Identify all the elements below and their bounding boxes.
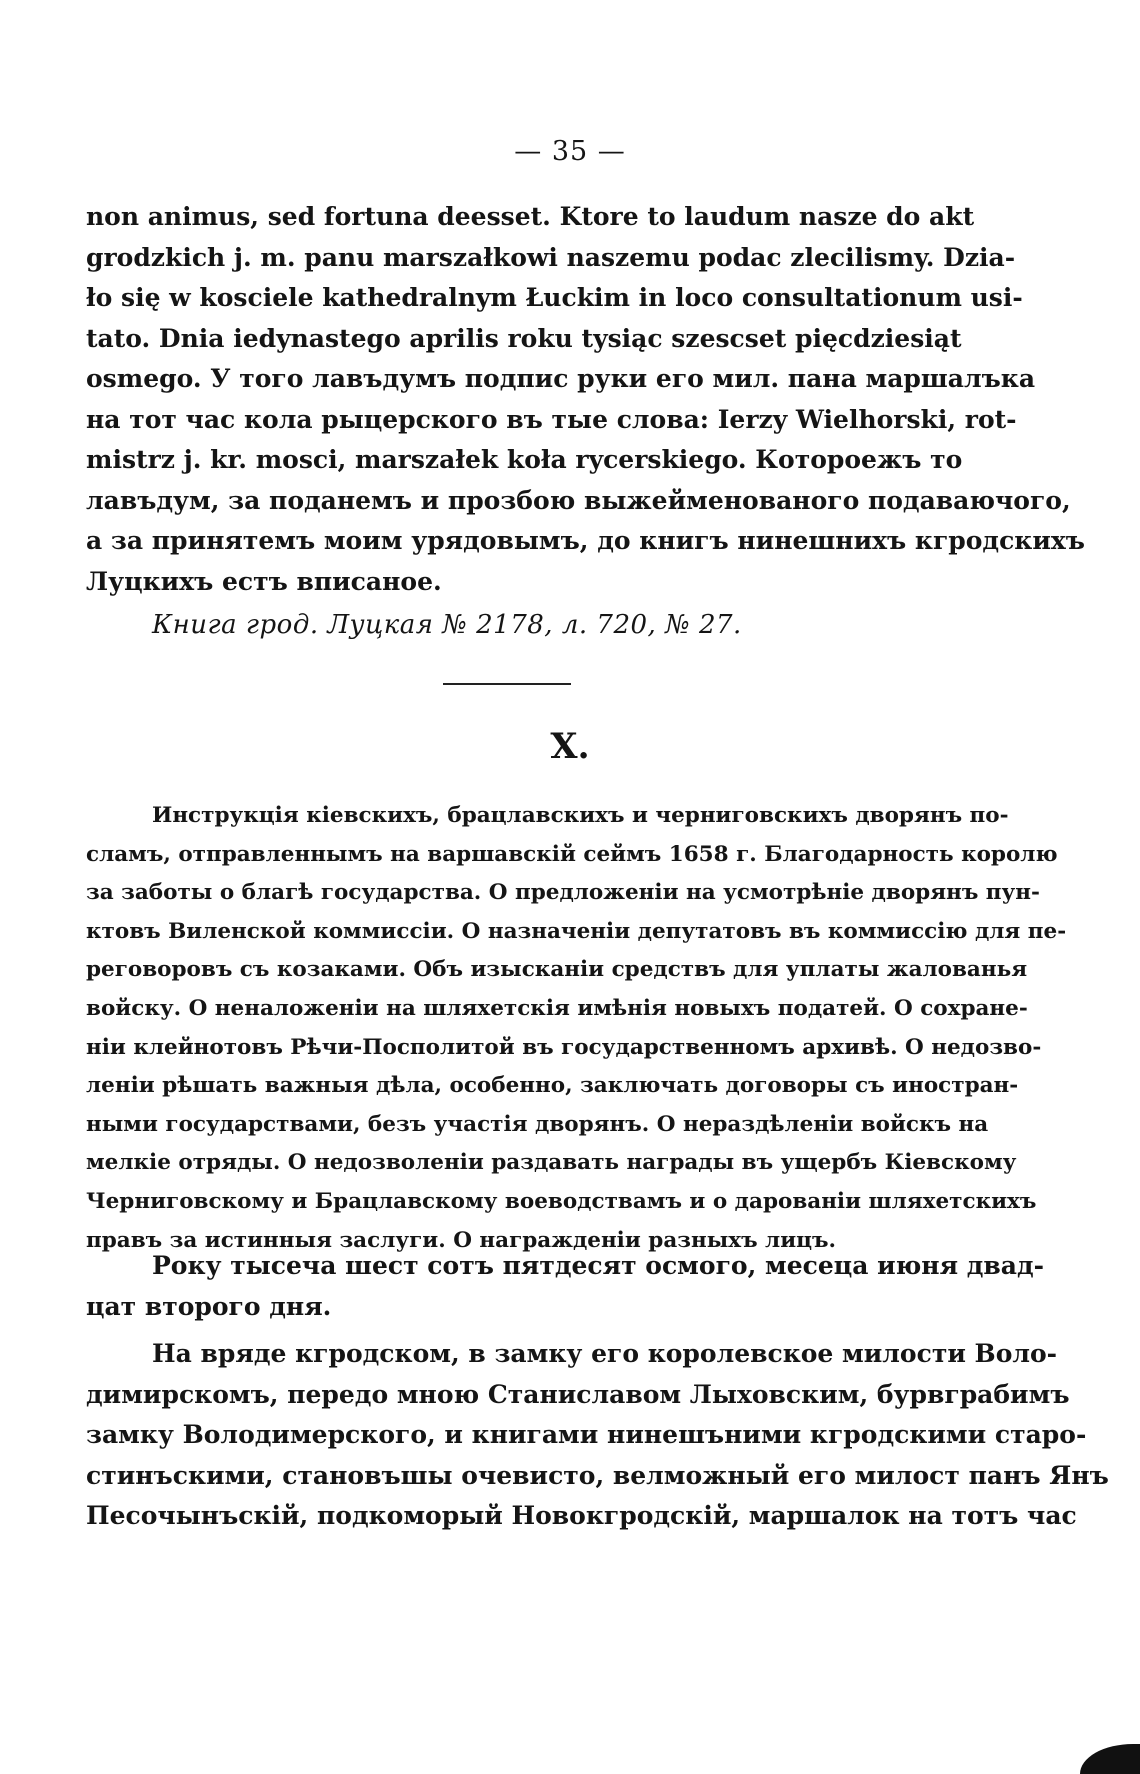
text-line: а за принятемъ моим урядовымъ, до книгъ нинешнихъ кгродскихъ — [86, 526, 1085, 555]
text-line: osmego. У того лавъдумъ подпис руки его мил. пана маршалъка — [86, 364, 1036, 393]
summary-line: войску. О неналоженіи на шляхетскія имѣнія новыхъ податей. О сохране- — [86, 995, 1028, 1021]
opening-paragraph — [86, 197, 1085, 602]
text-line: замку Володимерского, и книгами нинешъними кгродскими старо- — [86, 1420, 1087, 1449]
text-line: Песочынъскій, подкоморый Новокгродскій, маршалок на тотъ час — [86, 1501, 1077, 1530]
text-line: На вряде кгродском, в замку его королевское милости Воло- — [152, 1339, 1058, 1368]
text-line: non animus, sed fortuna deesset. Ktore to laudum nasze do akt — [86, 202, 975, 231]
summary-line: сламъ, отправленнымъ на варшавскій сеймъ 1658 г. Благодарность королю — [86, 841, 1058, 867]
text-line: mistrz j. kr. mosci, marszałek koła rycerskiego. Котороежъ то — [86, 445, 963, 474]
text-line: ło się w kosciele kathedralnym Łuckim in loco consultationum usi- — [86, 283, 1023, 312]
summary-line: ными государствами, безъ участія дворянъ. О нераздѣленіи войскъ на — [86, 1111, 989, 1137]
summary-line: леніи рѣшать важныя дѣла, особенно, заключать договоры съ иностран- — [86, 1073, 1019, 1099]
summary-line: Инструкція кіевскихъ, брацлавскихъ и черниговскихъ дворянъ по- — [152, 803, 1009, 828]
summary-line: Черниговскому и Брацлавскому воеводствамъ и о дарованіи шляхетскихъ — [86, 1188, 1037, 1214]
summary-line: ніи клейнотовъ Рѣчи-Посполитой въ государственномъ архивѣ. О недозво- — [86, 1034, 1042, 1060]
summary-line: за заботы о благѣ государства. О предложеніи на усмотрѣніе дворянъ пун- — [86, 880, 1040, 906]
text-line: Луцкихъ естъ вписаное. — [86, 566, 442, 596]
summary-line: правъ за истинныя заслуги. О награжденіи разныхъ лицъ. — [86, 1227, 837, 1253]
page-number: — 35 — — [514, 136, 626, 167]
text-line: димирскомъ, передо мною Станиславом Лыховским, бурвграбимъ — [86, 1379, 1070, 1409]
record-paragraph — [86, 1334, 1109, 1537]
text-line: лавъдум, за поданемъ и прозбою выжейменованого подаваючого, — [86, 485, 1071, 515]
section-summary — [86, 797, 1067, 1260]
summary-line: реговоровъ съ козаками. Объ изысканіи средствъ для уплаты жалованья — [86, 957, 1028, 983]
text-line: на тот час кола рыцерского въ тые слова: Ierzy Wielhorski, rot- — [86, 404, 1017, 434]
ink-blot — [1080, 1744, 1140, 1774]
section-heading: X. — [550, 726, 590, 767]
text-line: стинъскими, становъшы очевисто, велможный его милост панъ Янъ — [86, 1460, 1109, 1490]
source-citation: Книга грод. Луцкая № 2178, л. 720, № 27. — [152, 610, 742, 640]
text-line: tato. Dnia iedynastego aprilis roku tysiąc szescset pięcdziesiąt — [86, 323, 962, 353]
text-line: grodzkich j. m. panu marszałkowi naszemu podac zlecilismy. Dzia- — [86, 242, 1016, 272]
text-line: цат второго дня. — [86, 1291, 332, 1321]
date-paragraph — [86, 1246, 1045, 1327]
section-divider — [443, 683, 571, 685]
text-line: Року тысеча шест сотъ пятдесят осмого, месеца июня двад- — [152, 1251, 1045, 1280]
summary-line: ктовъ Виленской коммиссіи. О назначеніи депутатовъ въ коммиссію для пе- — [86, 918, 1067, 944]
summary-line: мелкіе отряды. О недозволеніи раздавать награды въ ущербъ Кіевскому — [86, 1150, 1017, 1176]
